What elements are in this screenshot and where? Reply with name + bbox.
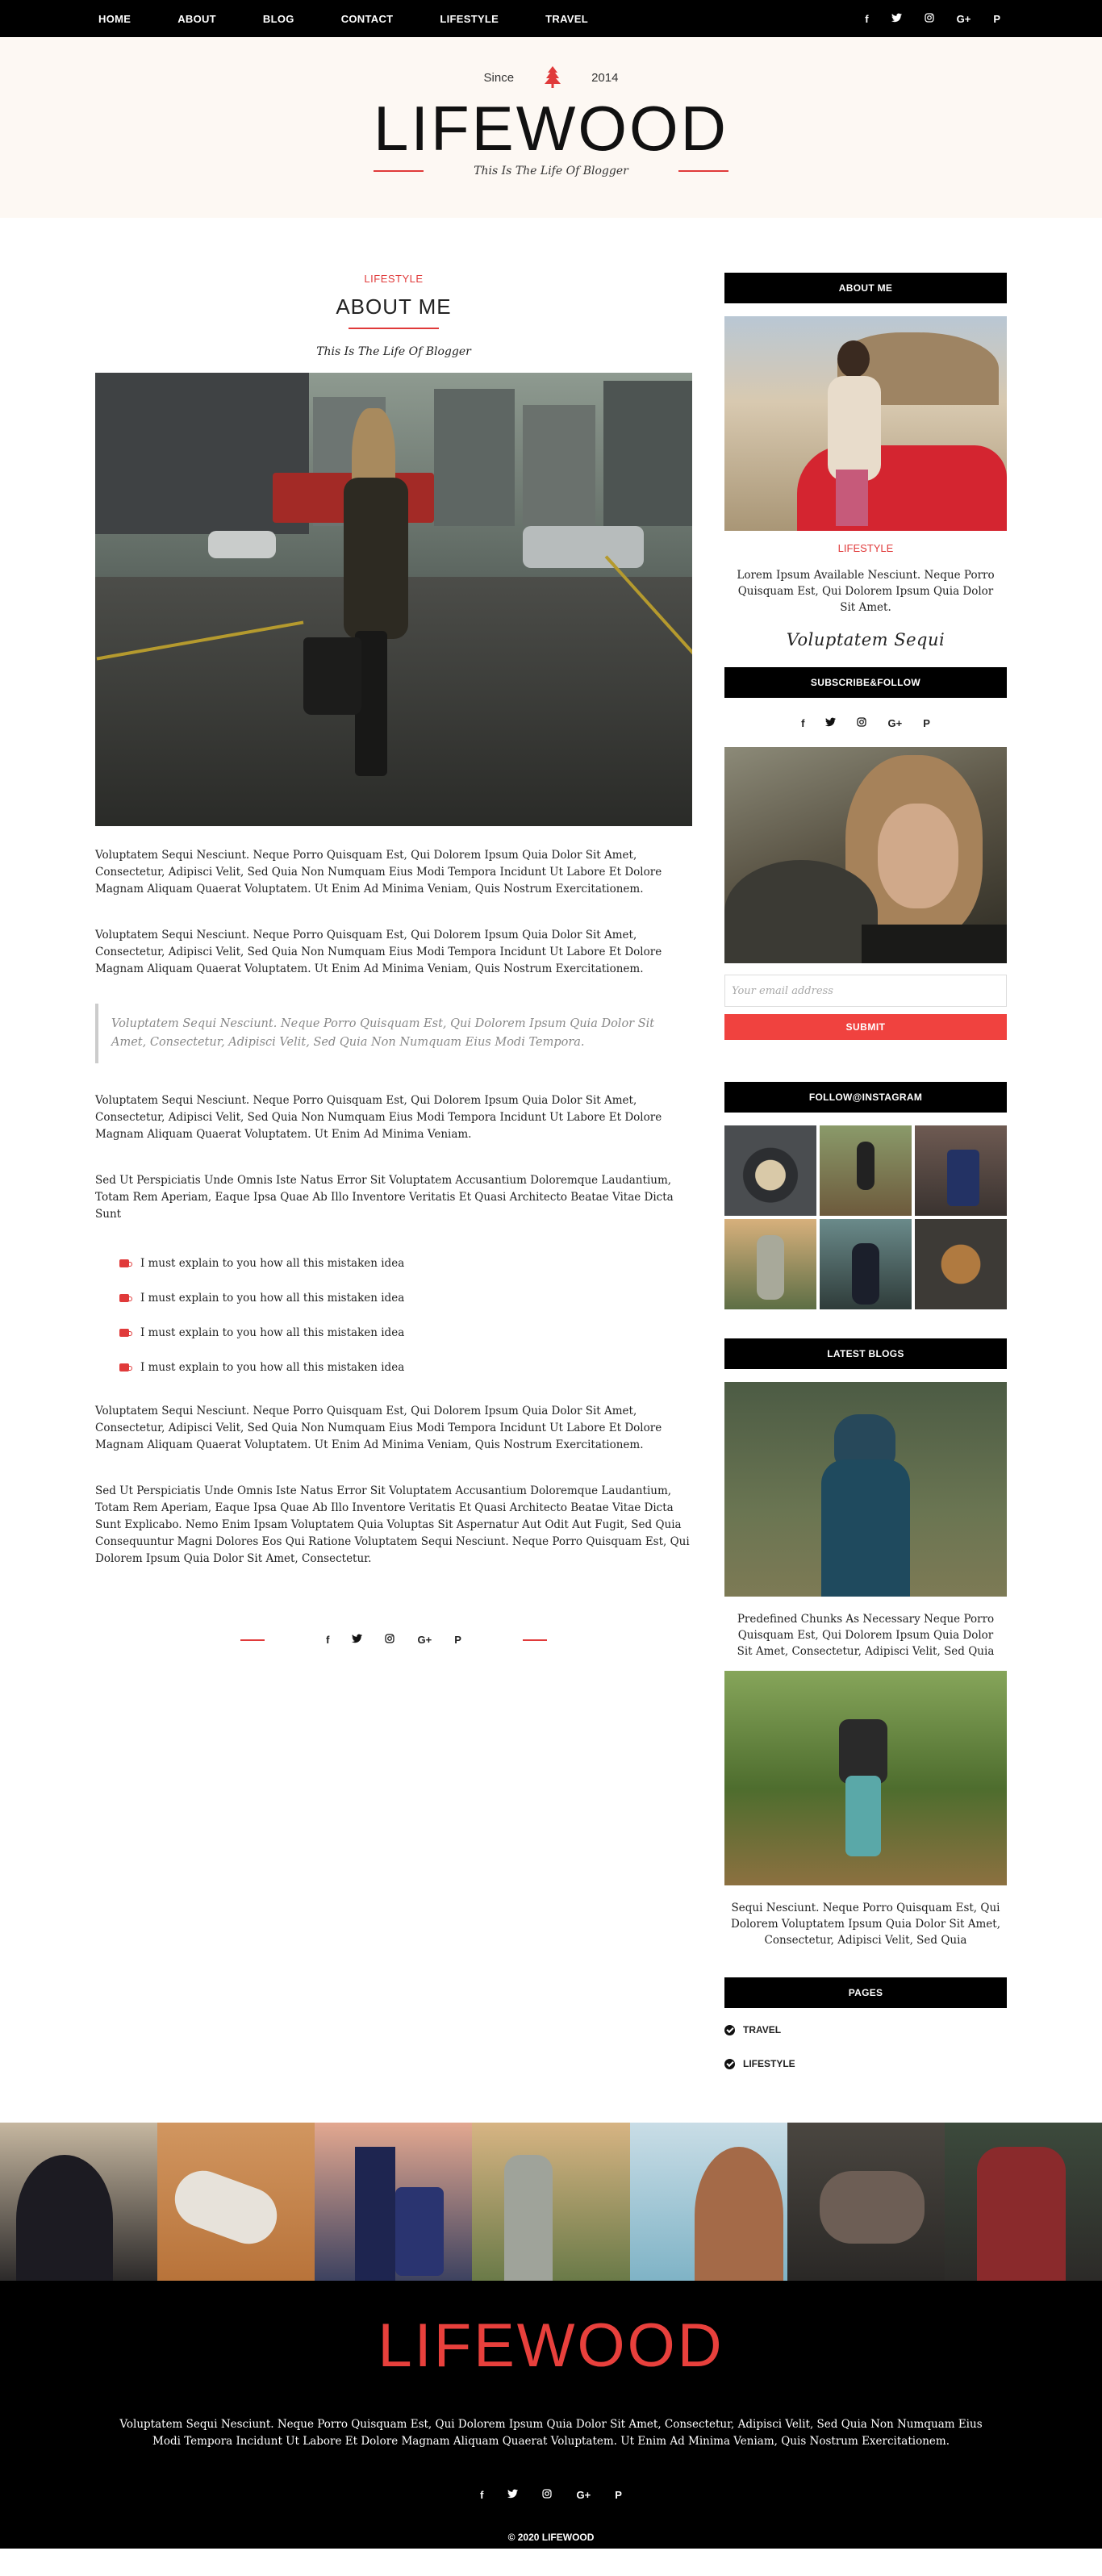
widget-title-subscribe: SUBSCRIBE&FOLLOW [724, 667, 1007, 698]
share-google-plus-icon[interactable]: G+ [417, 1634, 432, 1646]
site-footer [0, 2281, 1102, 2549]
email-input[interactable] [724, 975, 1007, 1007]
post-paragraph-4: Sed Ut Perspiciatis Unde Omnis Iste Natus Error Sit Voluptatem Accusantium Doloremque Laudantium, Totam Rem Aperiam, Eaque Ipsa Quae Ab Illo Inventore Veritatis Et Quasi Architecto Beatae Vitae Dicta Sunt [95, 1174, 674, 1221]
coffee-cup-icon [119, 1329, 129, 1337]
pinterest-icon[interactable]: P [615, 2489, 622, 2501]
google-plus-icon[interactable]: G+ [887, 717, 903, 729]
widget-title-instagram: FOLLOW@INSTAGRAM [724, 1082, 1007, 1113]
since-row [0, 37, 1102, 89]
content-wrapper [0, 218, 1102, 2092]
tagline-divider-right [678, 170, 728, 172]
post-title: ABOUT ME [336, 294, 452, 319]
subscribe-social [724, 717, 1007, 729]
share-instagram-icon[interactable] [385, 1634, 394, 1646]
check-circle-icon [724, 2025, 735, 2035]
latest-blog-image-2[interactable] [724, 1671, 1007, 1885]
instagram-photo[interactable] [724, 1125, 816, 1216]
widget-title-about: ABOUT ME [724, 273, 1007, 303]
post-paragraph-3: Voluptatem Sequi Nesciunt. Neque Porro Quisquam Est, Qui Dolorem Ipsum Quia Dolor Sit Amet, Consectetur, Adipisci Velit, Sed Quia Non Numquam Eius Modi Tempora Incidunt Ut Labore Et Dolore Magnam Aliquam Quaerat Voluptatem. Ut Enim Ad Minima Veniam. [95, 1094, 662, 1141]
facebook-icon[interactable]: f [865, 12, 869, 25]
check-circle-icon [724, 2059, 735, 2069]
latest-blog-image-1[interactable] [724, 1382, 1007, 1597]
post-category[interactable]: LIFESTYLE [364, 273, 424, 285]
tagline-divider-left [374, 170, 424, 172]
footer-social [0, 2489, 1102, 2501]
share-pinterest-icon[interactable]: P [454, 1634, 461, 1646]
main-nav [98, 13, 588, 25]
instagram-photo[interactable] [724, 1219, 816, 1309]
signature: Voluptatem Sequi [786, 630, 945, 649]
instagram-photo[interactable] [915, 1125, 1007, 1216]
footer-text: Voluptatem Sequi Nesciunt. Neque Porro Quisquam Est, Qui Dolorem Ipsum Quia Dolor Sit Amet, Consectetur, Adipisci Velit, Sed Quia Non Numquam Eius Modi Tempora Incidunt Ut Labore Et Dolore Magnam Aliquam Quaerat Voluptatem. Ut Enim Ad Minima Veniam, Quis Nostrum Exercitationem. [119, 2418, 983, 2448]
main-article [95, 273, 692, 2092]
post-blockquote: Voluptatem Sequi Nesciunt. Neque Porro Quisquam Est, Qui Dolorem Ipsum Quia Dolor Sit Amet, Consectetur, Adipisci Velit, Sed Quia Non Numquam Eius Modi Tempora. [95, 1004, 692, 1063]
page-link-travel[interactable]: TRAVEL [724, 2024, 1007, 2035]
post-paragraph-2: Voluptatem Sequi Nesciunt. Neque Porro Quisquam Est, Qui Dolorem Ipsum Quia Dolor Sit Amet, Consectetur, Adipisci Velit, Sed Quia Non Numquam Eius Modi Tempora Incidunt Ut Labore Et Dolore Magnam Aliquam Quaerat Voluptatem. Ut Enim Ad Minima Veniam, Quis Nostrum Exercitationem. [95, 929, 662, 975]
post-paragraph-1: Voluptatem Sequi Nesciunt. Neque Porro Quisquam Est, Qui Dolorem Ipsum Quia Dolor Sit Amet, Consectetur, Adipisci Velit, Sed Quia Non Numquam Eius Modi Tempora Incidunt Ut Labore Et Dolore Magnam Aliquam Quaerat Voluptatem. Ut Enim Ad Minima Veniam, Quis Nostrum Exercitationem. [95, 849, 662, 896]
gallery-photo[interactable] [157, 2123, 315, 2281]
post-subtitle: This Is The Life Of Blogger [316, 345, 471, 358]
share-divider-left [240, 1639, 265, 1641]
nav-travel[interactable]: TRAVEL [545, 12, 588, 25]
instagram-photo[interactable] [915, 1219, 1007, 1309]
tagline-row [0, 165, 1102, 177]
top-navbar [0, 0, 1102, 37]
pinterest-icon[interactable]: P [923, 717, 930, 729]
copyright: © 2020 LIFEWOOD [507, 2532, 595, 2543]
instagram-icon[interactable] [925, 13, 934, 25]
share-facebook-icon[interactable]: f [326, 1634, 330, 1646]
instagram-icon[interactable] [542, 2489, 552, 2501]
pages-list [724, 2024, 1007, 2069]
about-category[interactable]: LIFESTYLE [837, 542, 894, 554]
nav-home[interactable]: HOME [98, 12, 131, 25]
gallery-strip [0, 2123, 1102, 2281]
post-paragraph-6: Sed Ut Perspiciatis Unde Omnis Iste Natus Error Sit Voluptatem Accusantium Doloremque Laudantium, Totam Rem Aperiam, Eaque Ipsa Quae Ab Illo Inventore Veritatis Et Quasi Architecto Beatae Vitae Dicta Sunt Explicabo. Nemo Enim Ipsam Voluptatem Quia Voluptas Sit Aspernatur Aut Odit Aut Fugit, Sed Quia Consequuntur Magni Dolores Eos Qui Ratione Voluptatem Sequi Nesciunt. Neque Porro Quisquam Est, Qui Dolorem Ipsum Quia Dolor Sit Amet, Consectetur. [95, 1484, 690, 1565]
twitter-icon[interactable] [825, 717, 836, 729]
nav-contact[interactable]: CONTACT [340, 12, 394, 25]
instagram-photo[interactable] [820, 1125, 912, 1216]
since-year: 2014 [591, 70, 619, 85]
submit-button[interactable]: SUBMIT [724, 1014, 1007, 1040]
instagram-photo[interactable] [820, 1219, 912, 1309]
subscribe-image [724, 747, 1007, 963]
list-item: I must explain to you how all this mistaken idea [119, 1292, 692, 1305]
gallery-photo[interactable] [315, 2123, 472, 2281]
instagram-grid [724, 1125, 1007, 1309]
facebook-icon[interactable]: f [801, 717, 805, 729]
gallery-photo[interactable] [787, 2123, 945, 2281]
list-item: I must explain to you how all this mistaken idea [119, 1361, 692, 1374]
title-divider [349, 328, 439, 329]
latest-blog-text-2[interactable]: Sequi Nesciunt. Neque Porro Quisquam Est, Qui Dolorem Voluptatem Ipsum Quia Dolor Sit Amet, Consectetur, Adipisci Velit, Sed Quia [731, 1902, 1000, 1947]
google-plus-icon[interactable]: G+ [956, 12, 971, 25]
twitter-icon[interactable] [507, 2489, 518, 2501]
twitter-icon[interactable] [891, 13, 902, 25]
gallery-photo[interactable] [0, 2123, 157, 2281]
nav-about[interactable]: ABOUT [177, 12, 216, 25]
page-link-lifestyle[interactable]: LIFESTYLE [724, 2058, 1007, 2069]
instagram-icon[interactable] [857, 717, 866, 729]
tree-icon [545, 66, 561, 89]
site-logo[interactable]: LIFEWOOD [373, 93, 728, 164]
post-list [119, 1257, 692, 1374]
about-image [724, 316, 1007, 531]
nav-blog[interactable]: BLOG [262, 12, 294, 25]
hero-image [95, 373, 692, 826]
top-social [865, 13, 1000, 25]
share-twitter-icon[interactable] [352, 1634, 362, 1646]
site-header [0, 37, 1102, 218]
widget-title-latest: LATEST BLOGS [724, 1338, 1007, 1369]
list-item: I must explain to you how all this mistaken idea [119, 1257, 692, 1270]
footer-logo[interactable]: LIFEWOOD [378, 2311, 724, 2380]
about-text: Lorem Ipsum Available Nesciunt. Neque Porro Quisquam Est, Qui Dolorem Ipsum Quia Dolor Sit Amet. [737, 569, 995, 614]
gallery-photo[interactable] [630, 2123, 787, 2281]
since-label: Since [483, 70, 515, 85]
share-divider-right [523, 1639, 547, 1641]
share-bar [95, 1634, 692, 1646]
tagline: This Is The Life Of Blogger [474, 165, 628, 177]
list-item: I must explain to you how all this mistaken idea [119, 1326, 692, 1339]
google-plus-icon[interactable]: G+ [576, 2489, 591, 2501]
nav-lifestyle[interactable]: LIFESTYLE [440, 12, 499, 25]
coffee-cup-icon [119, 1363, 129, 1372]
latest-blog-text-1[interactable]: Predefined Chunks As Necessary Neque Porro Quisquam Est, Qui Dolorem Ipsum Quia Dolor Sit Amet, Consectetur, Adipisci Velit, Sed Quia [737, 1613, 995, 1658]
gallery-photo[interactable] [472, 2123, 629, 2281]
sidebar [724, 273, 1007, 2092]
coffee-cup-icon [119, 1259, 129, 1267]
facebook-icon[interactable]: f [480, 2489, 484, 2501]
pinterest-icon[interactable]: P [993, 12, 1000, 25]
post-paragraph-5: Voluptatem Sequi Nesciunt. Neque Porro Quisquam Est, Qui Dolorem Ipsum Quia Dolor Sit Amet, Consectetur, Adipisci Velit, Sed Quia Non Numquam Eius Modi Tempora Incidunt Ut Labore Et Dolore Magnam Aliquam Quaerat Voluptatem. Ut Enim Ad Minima Veniam, Quis Nostrum Exercitationem. [95, 1405, 662, 1451]
coffee-cup-icon [119, 1294, 129, 1302]
gallery-photo[interactable] [945, 2123, 1102, 2281]
widget-title-pages: PAGES [724, 1977, 1007, 2008]
